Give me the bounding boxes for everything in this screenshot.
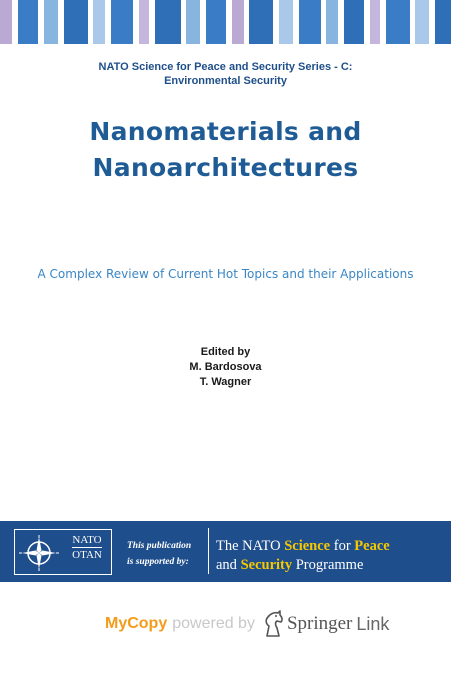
band-divider [208,528,209,574]
book-subtitle: A Complex Review of Current Hot Topics and their Applications [37,267,414,281]
stripe [93,0,105,44]
programme-word: and [216,557,237,573]
programme-word: Programme [295,557,364,573]
supported-by-text [127,538,205,570]
book-title [0,114,451,186]
edited-by-label: Edited by [200,346,251,358]
editors-block [0,345,451,390]
springer-horse-icon [261,610,285,638]
link-label: Link [356,613,390,634]
stripe [0,0,12,44]
logo-divider [72,547,102,548]
stripe [386,0,410,44]
stripe [249,0,273,44]
stripe [344,0,364,44]
nato-label: NATO [72,534,102,546]
programme-highlight: Science [284,538,331,554]
stripe-header [0,0,451,44]
series-line: NATO Science for Peace and Security Series - C: [98,61,353,73]
stripe [111,0,133,44]
programme-name [216,537,446,575]
otan-label: OTAN [72,549,102,561]
mycopy-label: MyCopy [105,615,168,632]
programme-word: for [333,538,351,554]
powered-by-label: powered by [172,615,255,632]
programme-highlight: Security [240,557,293,573]
footer-branding [105,607,389,641]
series-title [0,60,451,88]
programme-line [216,537,446,556]
stripe [139,0,149,44]
nato-compass-icon [19,535,59,571]
nato-logo-text [65,534,109,561]
springer-label: Springer [286,613,353,634]
stripe [232,0,244,44]
programme-line [216,556,446,575]
stripe [206,0,226,44]
stripe [370,0,380,44]
programme-word: The NATO [216,538,281,554]
stripe [435,0,451,44]
stripe [415,0,429,44]
stripe [326,0,338,44]
series-subline: Environmental Security [164,75,287,87]
stripe [18,0,38,44]
stripe [155,0,181,44]
supported-line: This publication [127,541,192,551]
programme-highlight: Peace [354,538,390,554]
stripe [186,0,200,44]
stripe [44,0,58,44]
nato-logo [14,529,112,575]
title-line: Nanomaterials and [89,117,362,146]
editor-name: T. Wagner [199,376,252,388]
supported-line: is supported by: [127,557,189,567]
stripe [299,0,321,44]
title-line: Nanoarchitectures [92,153,359,182]
editor-name: M. Bardosova [189,361,262,373]
stripe [279,0,293,44]
stripe [64,0,88,44]
